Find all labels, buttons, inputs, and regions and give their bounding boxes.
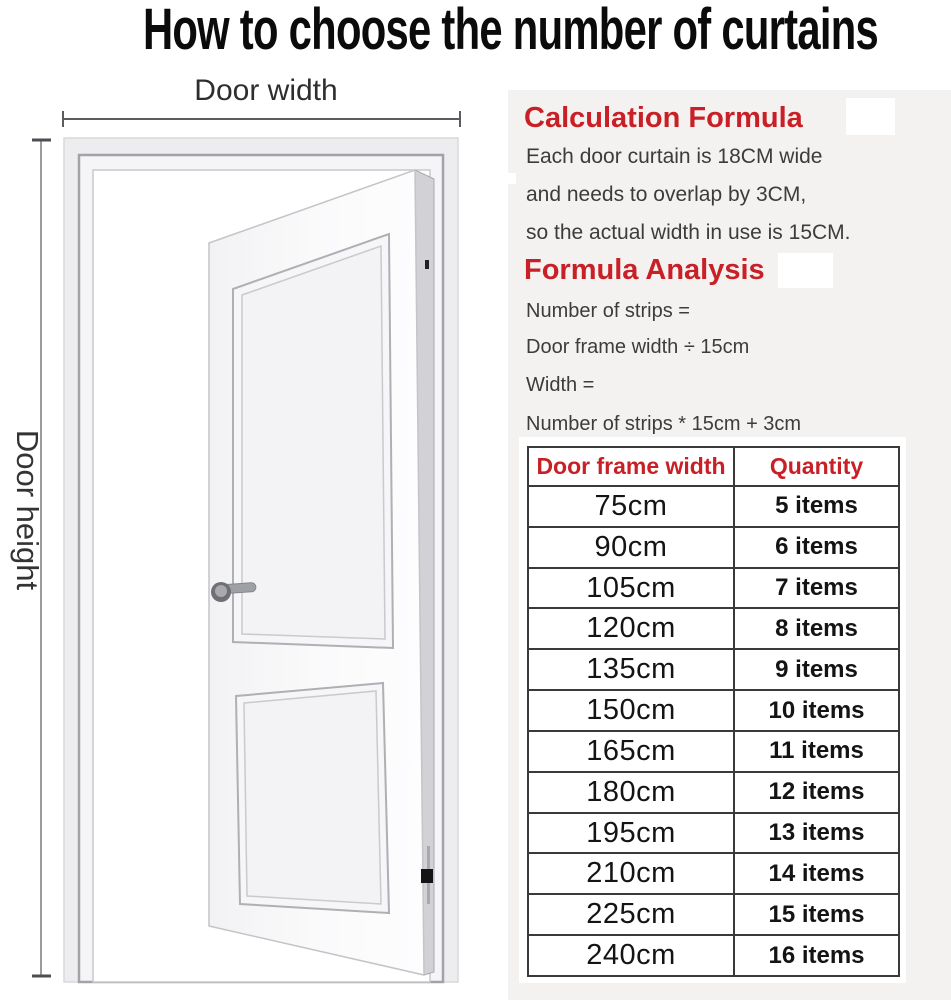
table-row: [528, 690, 899, 731]
table-row: [528, 935, 899, 976]
quantity-value: 16 items: [734, 935, 899, 976]
calculation-formula-heading: Calculation Formula: [524, 102, 803, 134]
analysis-line: Number of strips =: [526, 300, 690, 322]
page-title: How to choose the number of curtains: [142, 0, 879, 62]
table-row: [528, 608, 899, 649]
table-row: [528, 731, 899, 772]
door-frame-width-value: 135cm: [528, 649, 734, 690]
table-row: [528, 527, 899, 568]
table-row: [528, 894, 899, 935]
table-row: [528, 486, 899, 527]
door-height-label: Door height: [10, 429, 45, 591]
white-patch: [846, 98, 895, 135]
door-width-label: Door width: [194, 74, 338, 107]
door-frame-width-value: 105cm: [528, 568, 734, 609]
table-row: [528, 813, 899, 854]
door-leaf: [209, 170, 434, 975]
door-lower-panel: [236, 683, 389, 913]
quantity-value: 7 items: [734, 568, 899, 609]
analysis-line: Number of strips * 15cm + 3cm: [526, 413, 802, 435]
calculation-line: so the actual width in use is 15CM.: [526, 221, 851, 244]
formula-analysis-heading: Formula Analysis: [524, 254, 765, 286]
white-patch: [778, 253, 833, 288]
door-frame-width-value: 150cm: [528, 690, 734, 731]
table-row: [528, 772, 899, 813]
hinge-pin-icon: [425, 260, 429, 269]
calculation-line: Each door curtain is 18CM wide: [526, 145, 823, 168]
door-frame-width-value: 75cm: [528, 486, 734, 527]
quantity-value: 15 items: [734, 894, 899, 935]
quantity-value: 8 items: [734, 608, 899, 649]
quantity-value: 11 items: [734, 731, 899, 772]
quantity-value: 12 items: [734, 772, 899, 813]
quantity-value: 5 items: [734, 486, 899, 527]
quantity-value: 6 items: [734, 527, 899, 568]
door-frame-width-value: 165cm: [528, 731, 734, 772]
analysis-line: Width =: [526, 374, 595, 396]
table-row: [528, 649, 899, 690]
calculation-line: and needs to overlap by 3CM,: [526, 183, 807, 206]
door-frame-width-value: 120cm: [528, 608, 734, 649]
table-row: [528, 853, 899, 894]
door-frame-width-value: 210cm: [528, 853, 734, 894]
quantity-value: 14 items: [734, 853, 899, 894]
header-quantity: Quantity: [734, 447, 899, 486]
table-header-row: [528, 447, 899, 486]
door-width-dimension-line: [63, 111, 460, 127]
door-upper-panel: [233, 234, 393, 648]
door-frame-width-value: 225cm: [528, 894, 734, 935]
analysis-line: Door frame width ÷ 15cm: [526, 336, 750, 358]
table-row: [528, 568, 899, 609]
quantity-value: 13 items: [734, 813, 899, 854]
door-frame-width-value: 90cm: [528, 527, 734, 568]
quantity-value: 9 items: [734, 649, 899, 690]
latch-icon: [421, 869, 433, 883]
quantity-table: [527, 446, 900, 977]
header-door-frame-width: Door frame width: [528, 447, 734, 486]
quantity-value: 10 items: [734, 690, 899, 731]
door-frame-width-value: 195cm: [528, 813, 734, 854]
door-frame-width-value: 240cm: [528, 935, 734, 976]
door-frame-width-value: 180cm: [528, 772, 734, 813]
